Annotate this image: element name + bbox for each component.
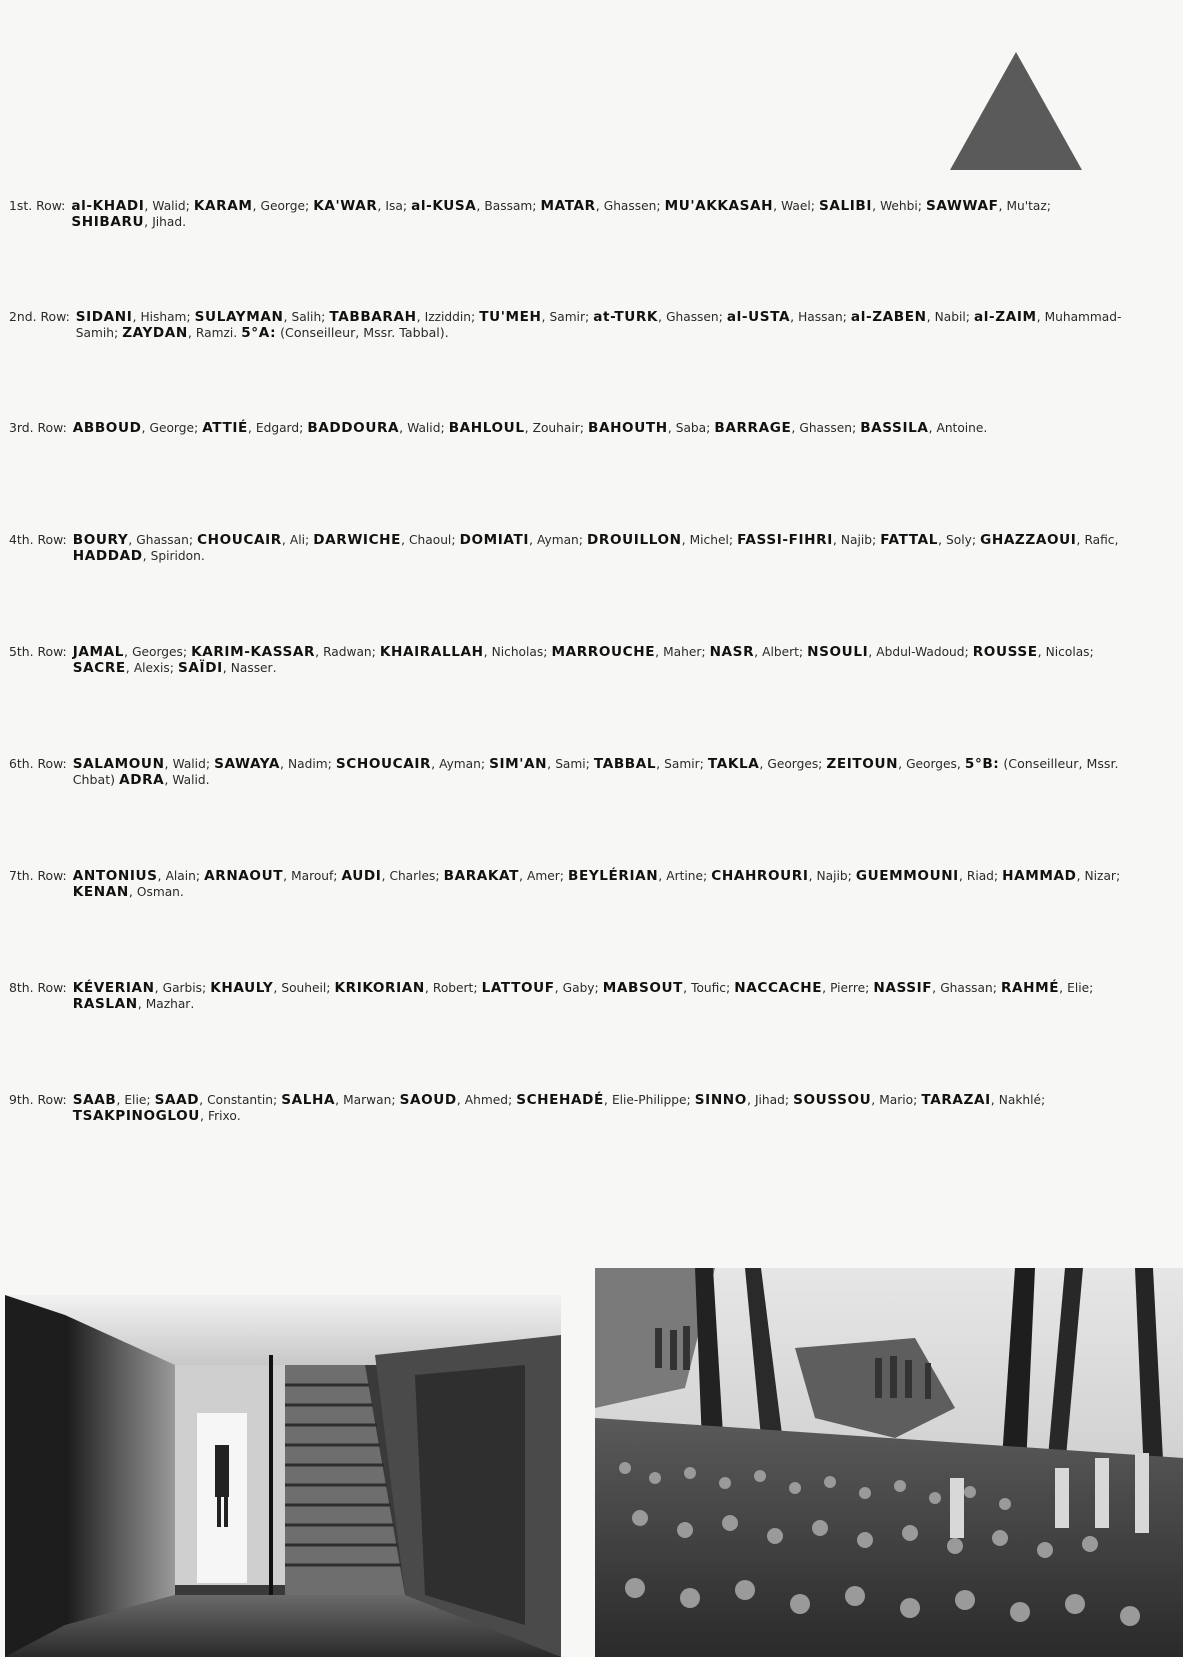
surname: JAMAL (72, 644, 125, 660)
given-name: Alexis (133, 661, 170, 675)
given-name: Ayman (537, 533, 579, 547)
given-name: Soly (946, 533, 972, 547)
surname: ATTIÉ (202, 420, 248, 436)
row-label: 1st. Row: (9, 198, 66, 213)
surname: NACCACHE (734, 980, 823, 996)
row-names: SIDANI, Hisham; SULAYMAN, Salih; TABBARAH, Izziddin; TU'MEH, Samir; at-TURK, Ghassen; al-USTA, Hassan; al-ZABEN, Nabil; al-ZAIM, Muhammad-Samih; ZAYDAN, Ramzi. 5°A: (Conseilleur, Mssr. Tabbal). (75, 309, 1122, 341)
given-name: Hisham (140, 310, 187, 324)
given-name: Toufic (691, 981, 727, 995)
surname: TABBARAH (329, 309, 417, 325)
surname: HAMMAD (1002, 868, 1077, 884)
surname: FASSI-FIHRI (737, 532, 833, 548)
given-name: Ali (289, 533, 305, 547)
outdoor-gathering-photo (595, 1268, 1183, 1657)
surname: BAHLOUL (448, 420, 525, 436)
given-name: Wael (781, 199, 811, 213)
given-name: Souheil (281, 981, 327, 995)
row-label: 3rd. Row: (9, 420, 67, 435)
row-label: 6th. Row: (9, 756, 67, 771)
row-names: ANTONIUS, Alain; ARNAOUT, Marouf; AUDI, Charles; BARAKAT, Amer; BEYLÉRIAN, Artine; CHAHROURI, Najib; GUEMMOUNI, Riad; HAMMAD, Nizar; KENAN, Osman. (72, 868, 1121, 900)
surname: ADRA (119, 772, 165, 788)
surname: KARIM-KASSAR (191, 644, 316, 660)
surname: SOUSSOU (793, 1092, 872, 1108)
row-names: BOURY, Ghassan; CHOUCAIR, Ali; DARWICHE, Chaoul; DOMIATI, Ayman; DROUILLON, Michel; FASSI-FIHRI, Najib; FATTAL, Soly; GHAZZAOUI, Rafic, HADDAD, Spiridon. (72, 532, 1119, 564)
surname: ABBOUD (72, 420, 142, 436)
given-name: Pierre (830, 981, 866, 995)
given-name: Ghassan (940, 981, 993, 995)
given-name: Georges (906, 757, 957, 771)
surname: SAAD (154, 1092, 200, 1108)
given-name: Hassan (798, 310, 843, 324)
surname: 5°A: (241, 325, 277, 341)
surname: BARAKAT (443, 868, 519, 884)
given-name: Mazhar (145, 997, 191, 1011)
surname: al-USTA (726, 309, 791, 325)
given-name: Walid (152, 199, 186, 213)
surname: BADDOURA (307, 420, 400, 436)
surname: TU'MEH (479, 309, 542, 325)
given-name: Jihad (754, 1093, 785, 1107)
row-label: 2nd. Row: (9, 309, 70, 324)
row-names: SAAB, Elie; SAAD, Constantin; SALHA, Marwan; SAOUD, Ahmed; SCHEHADÉ, Elie-Philippe; SINNO, Jihad; SOUSSOU, Mario; TARAZAI, Nakhlé; TSAKPINOGLOU, Frixo. (72, 1092, 1046, 1124)
surname: CHOUCAIR (197, 532, 282, 548)
row-4 (9, 532, 1129, 564)
row-names: KÉVERIAN, Garbis; KHAULY, Souheil; KRIKORIAN, Robert; LATTOUF, Gaby; MABSOUT, Toufic; NACCACHE, Pierre; NASSIF, Ghassan; RAHMÉ, Elie; RASLAN, Mazhar. (72, 980, 1094, 1012)
surname: HADDAD (72, 548, 143, 564)
surname: CHAHROURI (711, 868, 809, 884)
given-name: Isa (385, 199, 403, 213)
row-3 (9, 420, 1129, 436)
given-name: Osman (136, 885, 180, 899)
row-6 (9, 756, 1129, 788)
given-name: Artine (666, 869, 704, 883)
given-name: Spiridon (150, 549, 201, 563)
given-name: Mario (879, 1093, 914, 1107)
surname: BARRAGE (714, 420, 792, 436)
surname: al-KHADI (71, 198, 145, 214)
surname: LATTOUF (481, 980, 555, 996)
surname: SACRE (72, 660, 126, 676)
row-label: 7th. Row: (9, 868, 67, 883)
given-name: Nabil (934, 310, 966, 324)
surname: al-KUSA (411, 198, 477, 214)
surname: MATAR (540, 198, 596, 214)
given-name: Salih (291, 310, 322, 324)
surname: ZEITOUN (826, 756, 899, 772)
surname: KARAM (193, 198, 253, 214)
surname: AUDI (341, 868, 382, 884)
given-name: Ghassen (799, 421, 852, 435)
surname: SINNO (694, 1092, 747, 1108)
surname: SALIBI (819, 198, 873, 214)
given-name: Ramzi (195, 326, 234, 340)
surname: GUEMMOUNI (855, 868, 959, 884)
surname: al-ZAIM (973, 309, 1037, 325)
given-name: Ghassen (666, 310, 719, 324)
given-name: Walid (407, 421, 441, 435)
surname: BAHOUTH (587, 420, 668, 436)
given-name: Ghassen (603, 199, 657, 213)
surname: TABBAL (593, 756, 657, 772)
surname: KHAIRALLAH (379, 644, 484, 660)
given-name: Frixo (207, 1109, 237, 1123)
given-name: Abdul-Wadoud (876, 645, 965, 659)
given-name: Edgard (255, 421, 300, 435)
surname: FATTAL (880, 532, 939, 548)
surname: SCHOUCAIR (335, 756, 432, 772)
given-name: Chaoul (409, 533, 452, 547)
given-name: Antoine (936, 421, 984, 435)
surname: SULAYMAN (194, 309, 284, 325)
given-name: Sami (555, 757, 586, 771)
row-1 (9, 198, 1129, 230)
surname: at-TURK (593, 309, 659, 325)
given-name: Najib (816, 869, 848, 883)
surname: NSOULI (807, 644, 869, 660)
surname: KA'WAR (313, 198, 378, 214)
class-note: (Conseilleur, Mssr. Chbat) (72, 756, 1119, 787)
surname: ROUSSE (972, 644, 1038, 660)
surname: BEYLÉRIAN (567, 868, 659, 884)
given-name: Samir (664, 757, 700, 771)
surname: ARNAOUT (204, 868, 284, 884)
class-note: (Conseilleur, Mssr. Tabbal). (280, 325, 449, 340)
given-name: Radwan (323, 645, 372, 659)
given-name: Ghassan (136, 533, 189, 547)
surname: RASLAN (72, 996, 138, 1012)
surname: SAOUD (399, 1092, 457, 1108)
given-name: Albert (762, 645, 799, 659)
given-name: Elie (124, 1093, 147, 1107)
given-name: Georges (767, 757, 819, 771)
given-name: George (260, 199, 305, 213)
surname: KRIKORIAN (334, 980, 425, 996)
surname: SCHEHADÉ (516, 1092, 604, 1108)
surname: GHAZZAOUI (980, 532, 1077, 548)
given-name: Amer (527, 869, 560, 883)
given-name: Zouhair (532, 421, 580, 435)
row-9 (9, 1092, 1129, 1124)
given-name: Rafic (1084, 533, 1115, 547)
given-name: Robert (432, 981, 474, 995)
surname: SAWAYA (214, 756, 281, 772)
row-label: 4th. Row: (9, 532, 67, 547)
given-name: Nizar (1084, 869, 1116, 883)
surname: MARROUCHE (551, 644, 656, 660)
surname: SIM'AN (489, 756, 548, 772)
corridor-photo (5, 1295, 561, 1657)
surname: SAAB (72, 1092, 117, 1108)
given-name: George (149, 421, 194, 435)
given-name: Muhammad-Samih (75, 310, 1122, 340)
surname: SALAMOUN (72, 756, 165, 772)
given-name: Riad (966, 869, 994, 883)
given-name: Walid (172, 757, 206, 771)
row-names: ABBOUD, George; ATTIÉ, Edgard; BADDOURA, Walid; BAHLOUL, Zouhair; BAHOUTH, Saba; BARRAGE, Ghassen; BASSILA, Antoine. (72, 420, 988, 436)
surname: KENAN (72, 884, 129, 900)
surname: ZAYDAN (122, 325, 188, 341)
given-name: Samir (549, 310, 585, 324)
surname: KÉVERIAN (72, 980, 155, 996)
surname: 5°B: (964, 756, 1000, 772)
surname: MU'AKKASAH (664, 198, 774, 214)
given-name: Georges (132, 645, 183, 659)
row-8 (9, 980, 1129, 1012)
row-label: 8th. Row: (9, 980, 67, 995)
row-5 (9, 644, 1129, 676)
surname: MABSOUT (602, 980, 684, 996)
row-2 (9, 309, 1129, 341)
surname: SAÏDI (178, 660, 223, 676)
row-7 (9, 868, 1129, 900)
given-name: Nicolas (1045, 645, 1090, 659)
surname: DROUILLON (587, 532, 682, 548)
given-name: Bassam (484, 199, 533, 213)
surname: SALHA (281, 1092, 336, 1108)
given-name: Constantin (207, 1093, 274, 1107)
surname: DARWICHE (313, 532, 402, 548)
surname: SAWWAF (926, 198, 999, 214)
surname: TSAKPINOGLOU (72, 1108, 200, 1124)
surname: NASSIF (873, 980, 933, 996)
row-label: 5th. Row: (9, 644, 67, 659)
given-name: Marouf (291, 869, 334, 883)
row-label: 9th. Row: (9, 1092, 67, 1107)
surname: BASSILA (860, 420, 929, 436)
given-name: Wehbi (880, 199, 918, 213)
given-name: Marwan (343, 1093, 392, 1107)
given-name: Alain (165, 869, 196, 883)
surname: BOURY (72, 532, 129, 548)
given-name: Najib (840, 533, 872, 547)
given-name: Gaby (562, 981, 595, 995)
surname: RAHMÉ (1000, 980, 1060, 996)
given-name: Nadim (288, 757, 328, 771)
surname: TARAZAI (921, 1092, 991, 1108)
given-name: Saba (675, 421, 707, 435)
given-name: Mu'taz (1006, 199, 1047, 213)
given-name: Elie-Philippe (611, 1093, 687, 1107)
given-name: Charles (389, 869, 436, 883)
surname: al-ZABEN (850, 309, 927, 325)
given-name: Ayman (439, 757, 481, 771)
given-name: Michel (689, 533, 729, 547)
given-name: Ahmed (464, 1093, 508, 1107)
triangle-ornament (950, 52, 1082, 170)
given-name: Nicholas (491, 645, 544, 659)
given-name: Nasser (230, 661, 273, 675)
row-names: JAMAL, Georges; KARIM-KASSAR, Radwan; KHAIRALLAH, Nicholas; MARROUCHE, Maher; NASR, Albert; NSOULI, Abdul-Wadoud; ROUSSE, Nicolas; SACRE, Alexis; SAÏDI, Nasser. (72, 644, 1094, 676)
given-name: Elie (1067, 981, 1090, 995)
given-name: Maher (663, 645, 702, 659)
given-name: Garbis (162, 981, 203, 995)
row-names: al-KHADI, Walid; KARAM, George; KA'WAR, Isa; al-KUSA, Bassam; MATAR, Ghassen; MU'AKKASAH, Wael; SALIBI, Wehbi; SAWWAF, Mu'taz; SHIBARU, Jihad. (71, 198, 1051, 230)
surname: SIDANI (75, 309, 133, 325)
given-name: Nakhlé (998, 1093, 1042, 1107)
surname: NASR (709, 644, 755, 660)
row-names: SALAMOUN, Walid; SAWAYA, Nadim; SCHOUCAIR, Ayman; SIM'AN, Sami; TABBAL, Samir; TAKLA, Georges; ZEITOUN, Georges, 5°B: (Conseilleur, Mssr. Chbat) ADRA, Walid. (72, 756, 1119, 788)
surname: DOMIATI (459, 532, 529, 548)
surname: SHIBARU (71, 214, 145, 230)
surname: TAKLA (707, 756, 760, 772)
surname: ANTONIUS (72, 868, 158, 884)
given-name: Jihad (152, 215, 183, 229)
surname: KHAULY (210, 980, 274, 996)
given-name: Walid (172, 773, 206, 787)
given-name: Izziddin (424, 310, 471, 324)
